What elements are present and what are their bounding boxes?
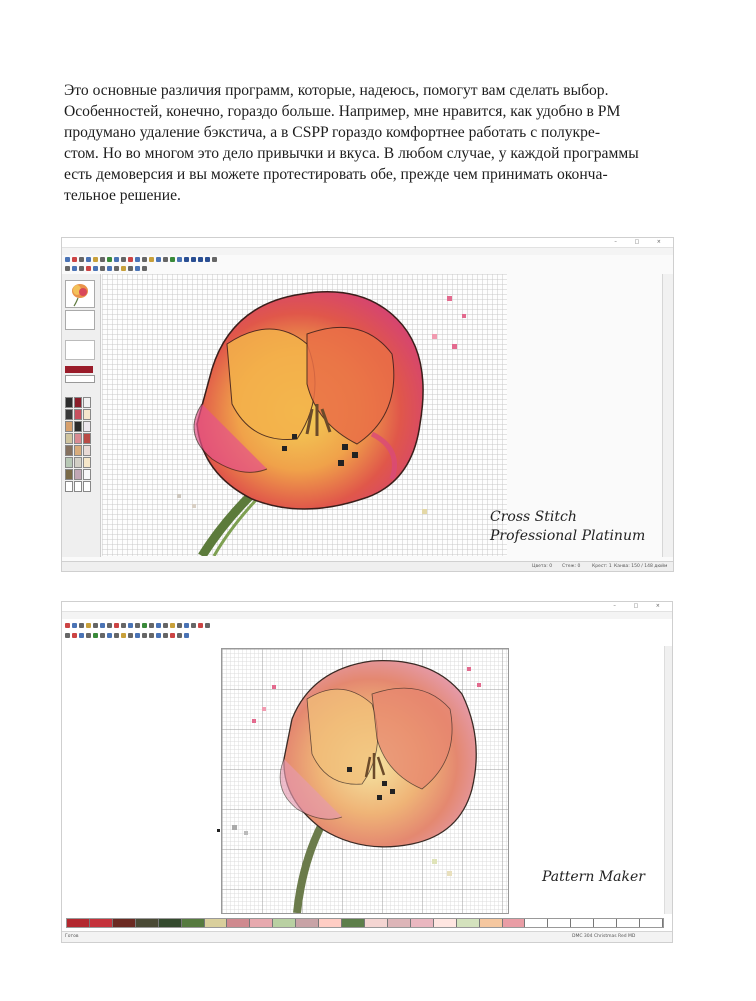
palette-swatch[interactable] xyxy=(273,919,296,927)
palette-swatch[interactable] xyxy=(503,919,526,927)
status-colors: Цвета: 0 xyxy=(532,564,553,569)
palette-swatch[interactable] xyxy=(617,919,640,927)
status-ready: Готов xyxy=(65,934,79,939)
cspp-palette xyxy=(65,397,93,492)
palette-swatch[interactable] xyxy=(83,409,91,420)
palette-swatch[interactable] xyxy=(388,919,411,927)
cspp-menubar xyxy=(62,248,673,255)
cspp-canvas-grid[interactable] xyxy=(102,274,507,556)
palette-swatch[interactable] xyxy=(227,919,250,927)
palette-swatch[interactable] xyxy=(83,445,91,456)
paragraph-line: Это основные различия программ, которые, надеюсь, помогут вам сделать выбор. xyxy=(64,82,609,99)
palette-swatch[interactable] xyxy=(342,919,365,927)
tulip-pattern xyxy=(222,649,508,913)
color-name-field[interactable] xyxy=(65,375,95,383)
palette-swatch[interactable] xyxy=(74,445,82,456)
palette-swatch[interactable] xyxy=(83,469,91,480)
palette-swatch[interactable] xyxy=(434,919,457,927)
palette-swatch[interactable] xyxy=(65,445,73,456)
cspp-right-toolbar xyxy=(662,274,673,557)
status-stitches: Стеж: 0 xyxy=(562,564,581,569)
palette-swatch[interactable] xyxy=(83,481,91,492)
palette-swatch[interactable] xyxy=(525,919,548,927)
paragraph-line: продумано удаление бэкстича, а в CSPP гораздо комфортнее работать с полукре- xyxy=(64,124,601,141)
status-canvas: Канва: 150 / 148 дюйм xyxy=(614,564,668,569)
palette-swatch[interactable] xyxy=(74,421,82,432)
pm-caption: Pattern Maker xyxy=(542,869,645,885)
palette-swatch[interactable] xyxy=(65,409,73,420)
palette-swatch[interactable] xyxy=(205,919,228,927)
palette-swatch[interactable] xyxy=(65,421,73,432)
palette-swatch[interactable] xyxy=(250,919,273,927)
palette-swatch[interactable] xyxy=(74,397,82,408)
pm-screenshot xyxy=(61,601,673,943)
pm-menubar xyxy=(62,612,672,619)
window-controls: – □ × xyxy=(614,239,669,245)
palette-swatch[interactable] xyxy=(296,919,319,927)
cspp-statusbar xyxy=(62,561,673,571)
stitch-options xyxy=(65,340,95,360)
paragraph-line: Особенностей, конечно, гораздо больше. Например, мне нравится, как удобно в PM xyxy=(64,103,621,120)
status-cross: Крест: 1 xyxy=(592,564,612,569)
status-color: DMC 304 Christmas Red MD xyxy=(572,934,636,939)
cspp-toolbar-1 xyxy=(65,256,217,263)
palette-swatch[interactable] xyxy=(480,919,503,927)
palette-swatch[interactable] xyxy=(571,919,594,927)
cspp-caption xyxy=(490,508,645,546)
palette-swatch[interactable] xyxy=(83,433,91,444)
palette-swatch[interactable] xyxy=(182,919,205,927)
pm-scrollbar[interactable] xyxy=(664,646,672,914)
palette-swatch[interactable] xyxy=(319,919,342,927)
cspp-toolbar-2 xyxy=(65,265,147,272)
palette-swatch[interactable] xyxy=(83,457,91,468)
paragraph-line: стом. Но во многом это дело привычки и вкуса. В любом случае, у каждой программы xyxy=(64,145,639,162)
tulip-pattern xyxy=(102,274,507,556)
palette-swatch[interactable] xyxy=(65,457,73,468)
palette-swatch[interactable] xyxy=(90,919,113,927)
pattern-thumbnail xyxy=(65,280,95,308)
pm-titlebar xyxy=(62,602,672,612)
body-paragraph xyxy=(64,80,704,206)
palette-swatch[interactable] xyxy=(65,397,73,408)
palette-swatch[interactable] xyxy=(74,457,82,468)
palette-swatch[interactable] xyxy=(67,919,90,927)
palette-swatch[interactable] xyxy=(83,397,91,408)
marker-dot xyxy=(217,829,220,832)
palette-swatch[interactable] xyxy=(83,421,91,432)
preview-swatch xyxy=(65,310,95,330)
palette-swatch[interactable] xyxy=(136,919,159,927)
palette-swatch[interactable] xyxy=(457,919,480,927)
palette-swatch[interactable] xyxy=(159,919,182,927)
palette-swatch[interactable] xyxy=(74,481,82,492)
cspp-titlebar xyxy=(62,238,673,248)
palette-swatch[interactable] xyxy=(548,919,571,927)
palette-swatch[interactable] xyxy=(594,919,617,927)
palette-swatch[interactable] xyxy=(74,409,82,420)
palette-swatch[interactable] xyxy=(65,469,73,480)
current-color-swatch[interactable] xyxy=(65,366,93,373)
palette-swatch[interactable] xyxy=(365,919,388,927)
pm-palette[interactable] xyxy=(66,918,664,928)
palette-swatch[interactable] xyxy=(74,433,82,444)
window-controls: – □ × xyxy=(613,603,668,609)
paragraph-line: тельное решение. xyxy=(64,187,181,204)
pm-statusbar xyxy=(62,931,672,942)
palette-swatch[interactable] xyxy=(65,481,73,492)
cspp-left-panel xyxy=(62,274,101,557)
palette-swatch[interactable] xyxy=(74,469,82,480)
palette-swatch[interactable] xyxy=(411,919,434,927)
caption-line: Professional Platinum xyxy=(490,528,646,544)
pm-toolbar-2 xyxy=(65,632,189,639)
palette-swatch[interactable] xyxy=(65,433,73,444)
caption-line: Cross Stitch xyxy=(490,509,577,525)
pm-canvas-grid[interactable] xyxy=(221,648,509,914)
paragraph-line: есть демоверсия и вы можете протестировать обе, прежде чем принимать оконча- xyxy=(64,166,608,183)
pm-toolbar-1 xyxy=(65,622,210,629)
palette-swatch[interactable] xyxy=(640,919,663,927)
palette-swatch[interactable] xyxy=(113,919,136,927)
